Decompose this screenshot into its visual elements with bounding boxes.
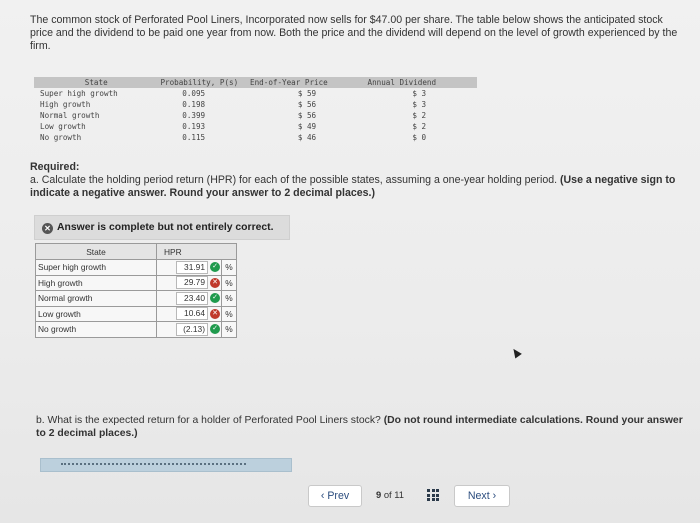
dividend-cell: $ 2 (412, 122, 427, 131)
header-price: End-of-Year Price (250, 78, 328, 87)
hpr-cell (157, 260, 222, 276)
required-heading: Required: (30, 161, 80, 173)
part-a-text: a. Calculate the holding period return (HPR) for each of the possible states, assuming a one-year holding period. (30, 174, 558, 186)
header-probability: Probability, P(s) (160, 78, 239, 87)
dividend-cell: $ 3 (412, 100, 427, 109)
stock-table (34, 77, 477, 143)
question-pager (308, 485, 528, 507)
state-cell: High growth (40, 100, 91, 109)
dividend-cell: $ 3 (412, 89, 427, 98)
table-row (34, 132, 477, 143)
state-cell: Normal growth (36, 291, 157, 307)
probability-cell: 0.198 (182, 100, 206, 109)
prev-button[interactable] (308, 485, 362, 507)
answer-status-banner (34, 215, 290, 240)
x-circle-icon: ✕ (210, 309, 220, 319)
state-cell: Normal growth (40, 111, 100, 120)
state-cell: Super high growth (40, 89, 118, 98)
state-cell: High growth (36, 275, 157, 291)
dividend-cell: $ 2 (412, 111, 427, 120)
table-row (36, 260, 237, 276)
next-label: Next (467, 490, 490, 502)
probability-cell: 0.193 (182, 122, 206, 131)
table-row (36, 306, 237, 322)
percent-unit: % (222, 322, 237, 338)
state-cell: No growth (40, 133, 82, 142)
price-cell: $ 56 (297, 100, 317, 109)
table-row (34, 99, 477, 110)
header-hpr: HPR (157, 244, 237, 260)
hpr-input[interactable]: 29.79 (176, 276, 208, 289)
hpr-input[interactable]: (2.13) (176, 323, 208, 336)
required-section (30, 161, 700, 200)
hpr-cell (157, 306, 222, 322)
hpr-input[interactable]: 10.64 (176, 307, 208, 320)
current-page: 9 (376, 489, 382, 500)
hpr-cell (157, 275, 222, 291)
next-button[interactable] (454, 485, 510, 507)
state-cell: Super high growth (36, 260, 157, 276)
header-state: State (84, 78, 108, 87)
part-b-text: b. What is the expected return for a holder of Perforated Pool Liners stock? (36, 415, 381, 426)
state-cell: Low growth (36, 306, 157, 322)
check-circle-icon: ✓ (210, 262, 220, 272)
check-circle-icon: ✓ (210, 324, 220, 334)
part-a-instructions: (Use a negative sign to indicate a negative answer. Round your answer to 2 decimal places.) (30, 174, 676, 199)
table-row (36, 322, 237, 338)
header-dividend: Annual Dividend (367, 78, 437, 87)
price-cell: $ 46 (297, 133, 317, 142)
chevron-right-icon: › (492, 490, 497, 502)
price-cell: $ 49 (297, 122, 317, 131)
probability-cell: 0.399 (182, 111, 206, 120)
state-cell: No growth (36, 322, 157, 338)
table-row (36, 291, 237, 307)
answer-status-text: Answer is complete but not entirely correct. (57, 222, 274, 233)
probability-cell: 0.115 (182, 133, 206, 142)
chevron-left-icon: ‹ (320, 490, 325, 502)
page-indicator (376, 485, 404, 505)
check-circle-icon: ✓ (210, 293, 220, 303)
price-cell: $ 56 (297, 111, 317, 120)
price-cell: $ 59 (297, 89, 317, 98)
x-circle-icon: ✕ (42, 223, 53, 234)
probability-cell: 0.095 (182, 89, 206, 98)
prev-label: Prev (327, 490, 350, 502)
expected-return-input[interactable] (40, 458, 292, 472)
x-circle-icon: ✕ (210, 278, 220, 288)
percent-unit: % (222, 275, 237, 291)
header-state: State (36, 244, 157, 260)
table-row (34, 121, 477, 132)
part-b-instructions: (Do not round intermediate calculations. Round your answer to 2 decimal places.) (36, 415, 683, 439)
hpr-input[interactable]: 31.91 (176, 261, 208, 274)
hpr-input[interactable]: 23.40 (176, 292, 208, 305)
hpr-cell (157, 291, 222, 307)
hpr-cell (157, 322, 222, 338)
table-row (36, 275, 237, 291)
mouse-cursor-icon (510, 347, 522, 359)
question-intro: The common stock of Perforated Pool Liners, Incorporated now sells for $47.00 per share. The table below shows the anticipated stock price and the dividend to be paid one year from now. Both the price and the dividend will depend on the level of growth experienced by the firm. (30, 14, 678, 52)
hpr-answer-table (35, 243, 237, 338)
table-row (34, 88, 477, 99)
input-underline (61, 463, 246, 465)
percent-unit: % (222, 291, 237, 307)
stock-table-header (34, 77, 477, 88)
dividend-cell: $ 0 (412, 133, 427, 142)
percent-unit: % (222, 260, 237, 276)
part-a-prompt (30, 174, 700, 200)
table-row (34, 110, 477, 121)
hpr-table-header (36, 244, 237, 260)
percent-unit: % (222, 306, 237, 322)
total-pages: 11 (394, 489, 404, 500)
state-cell: Low growth (40, 122, 86, 131)
of-label: of (383, 489, 392, 500)
grid-icon[interactable] (427, 489, 439, 501)
part-b-prompt (36, 414, 686, 440)
